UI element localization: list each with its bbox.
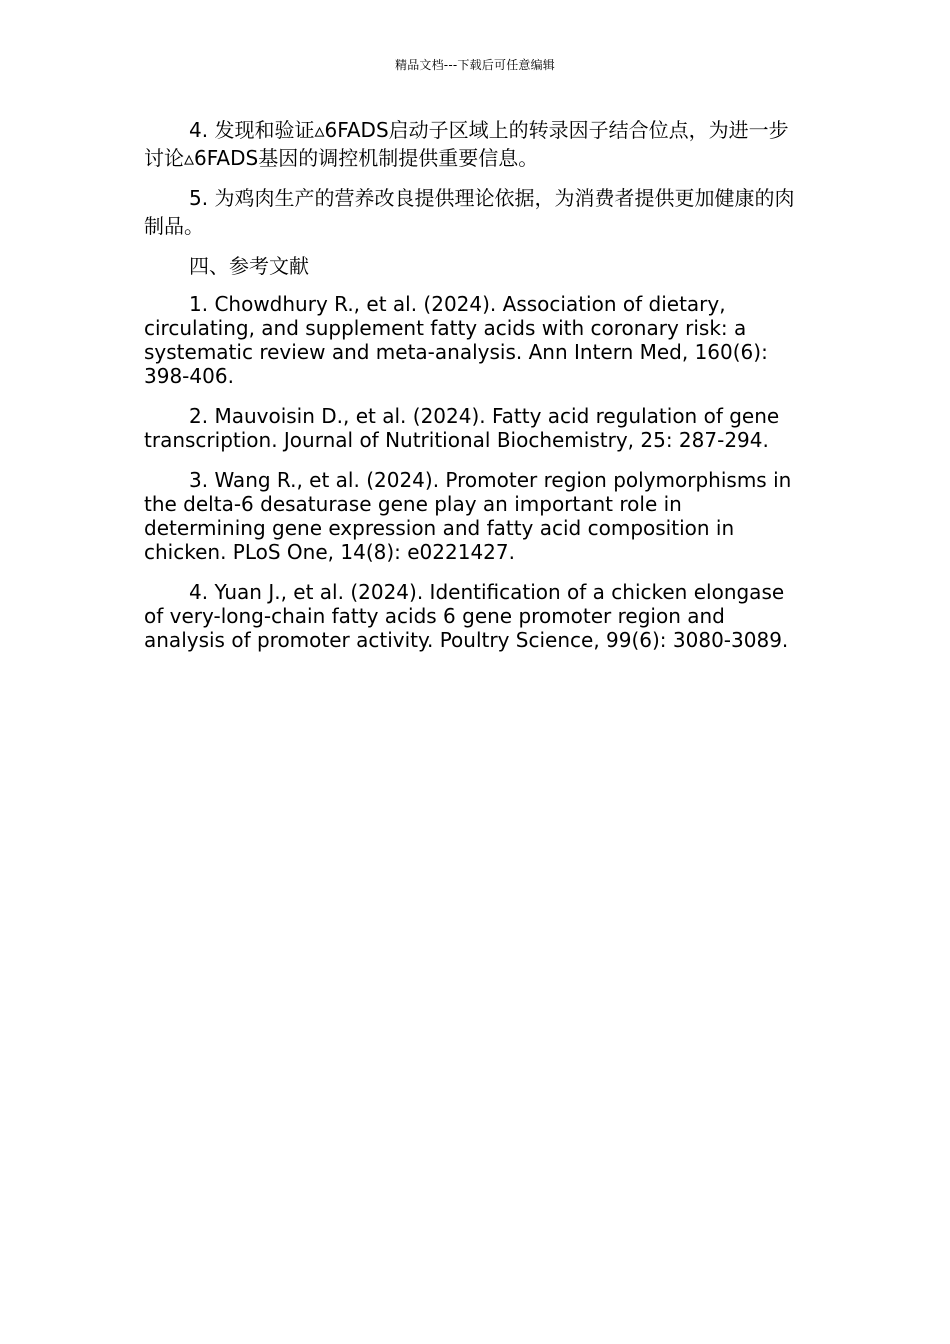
objective-paragraph-5: 5. 为鸡肉生产的营养改良提供理论依据，为消费者提供更加健康的肉制品。: [144, 186, 795, 238]
references-heading: 四、参考文献: [189, 254, 309, 278]
objective-paragraph-4: 4. 发现和验证▵6FADS启动子区域上的转录因子结合位点，为进一步讨论▵6FADS基因的调控机制提供重要信息。: [144, 118, 789, 170]
reference-item-4: 4. Yuan J., et al. (2024). Identification of a chicken elongase of very-long-chain fatty acids 6 gene promoter region and analysis of promoter activity. Poultry Science, 99(6): 3080-3089.: [144, 580, 789, 652]
reference-item-3: 3. Wang R., et al. (2024). Promoter region polymorphisms in the delta-6 desaturase gene play an important role in determining gene expression and fatty acid composition in chicken. PLoS One, 14(8): e0221427.: [144, 468, 792, 564]
reference-item-1: 1. Chowdhury R., et al. (2024). Association of dietary, circulating, and supplement fatty acids with coronary risk: a systematic review and meta-analysis. Ann Intern Med, 160(6): 398-406.: [144, 292, 768, 388]
reference-item-2: 2. Mauvoisin D., et al. (2024). Fatty acid regulation of gene transcription. Journal of Nutritional Biochemistry, 25: 287-294.: [144, 404, 780, 452]
page-header: 精品文档---下载后可任意编辑: [395, 58, 555, 72]
document-body: [144, 116, 806, 668]
